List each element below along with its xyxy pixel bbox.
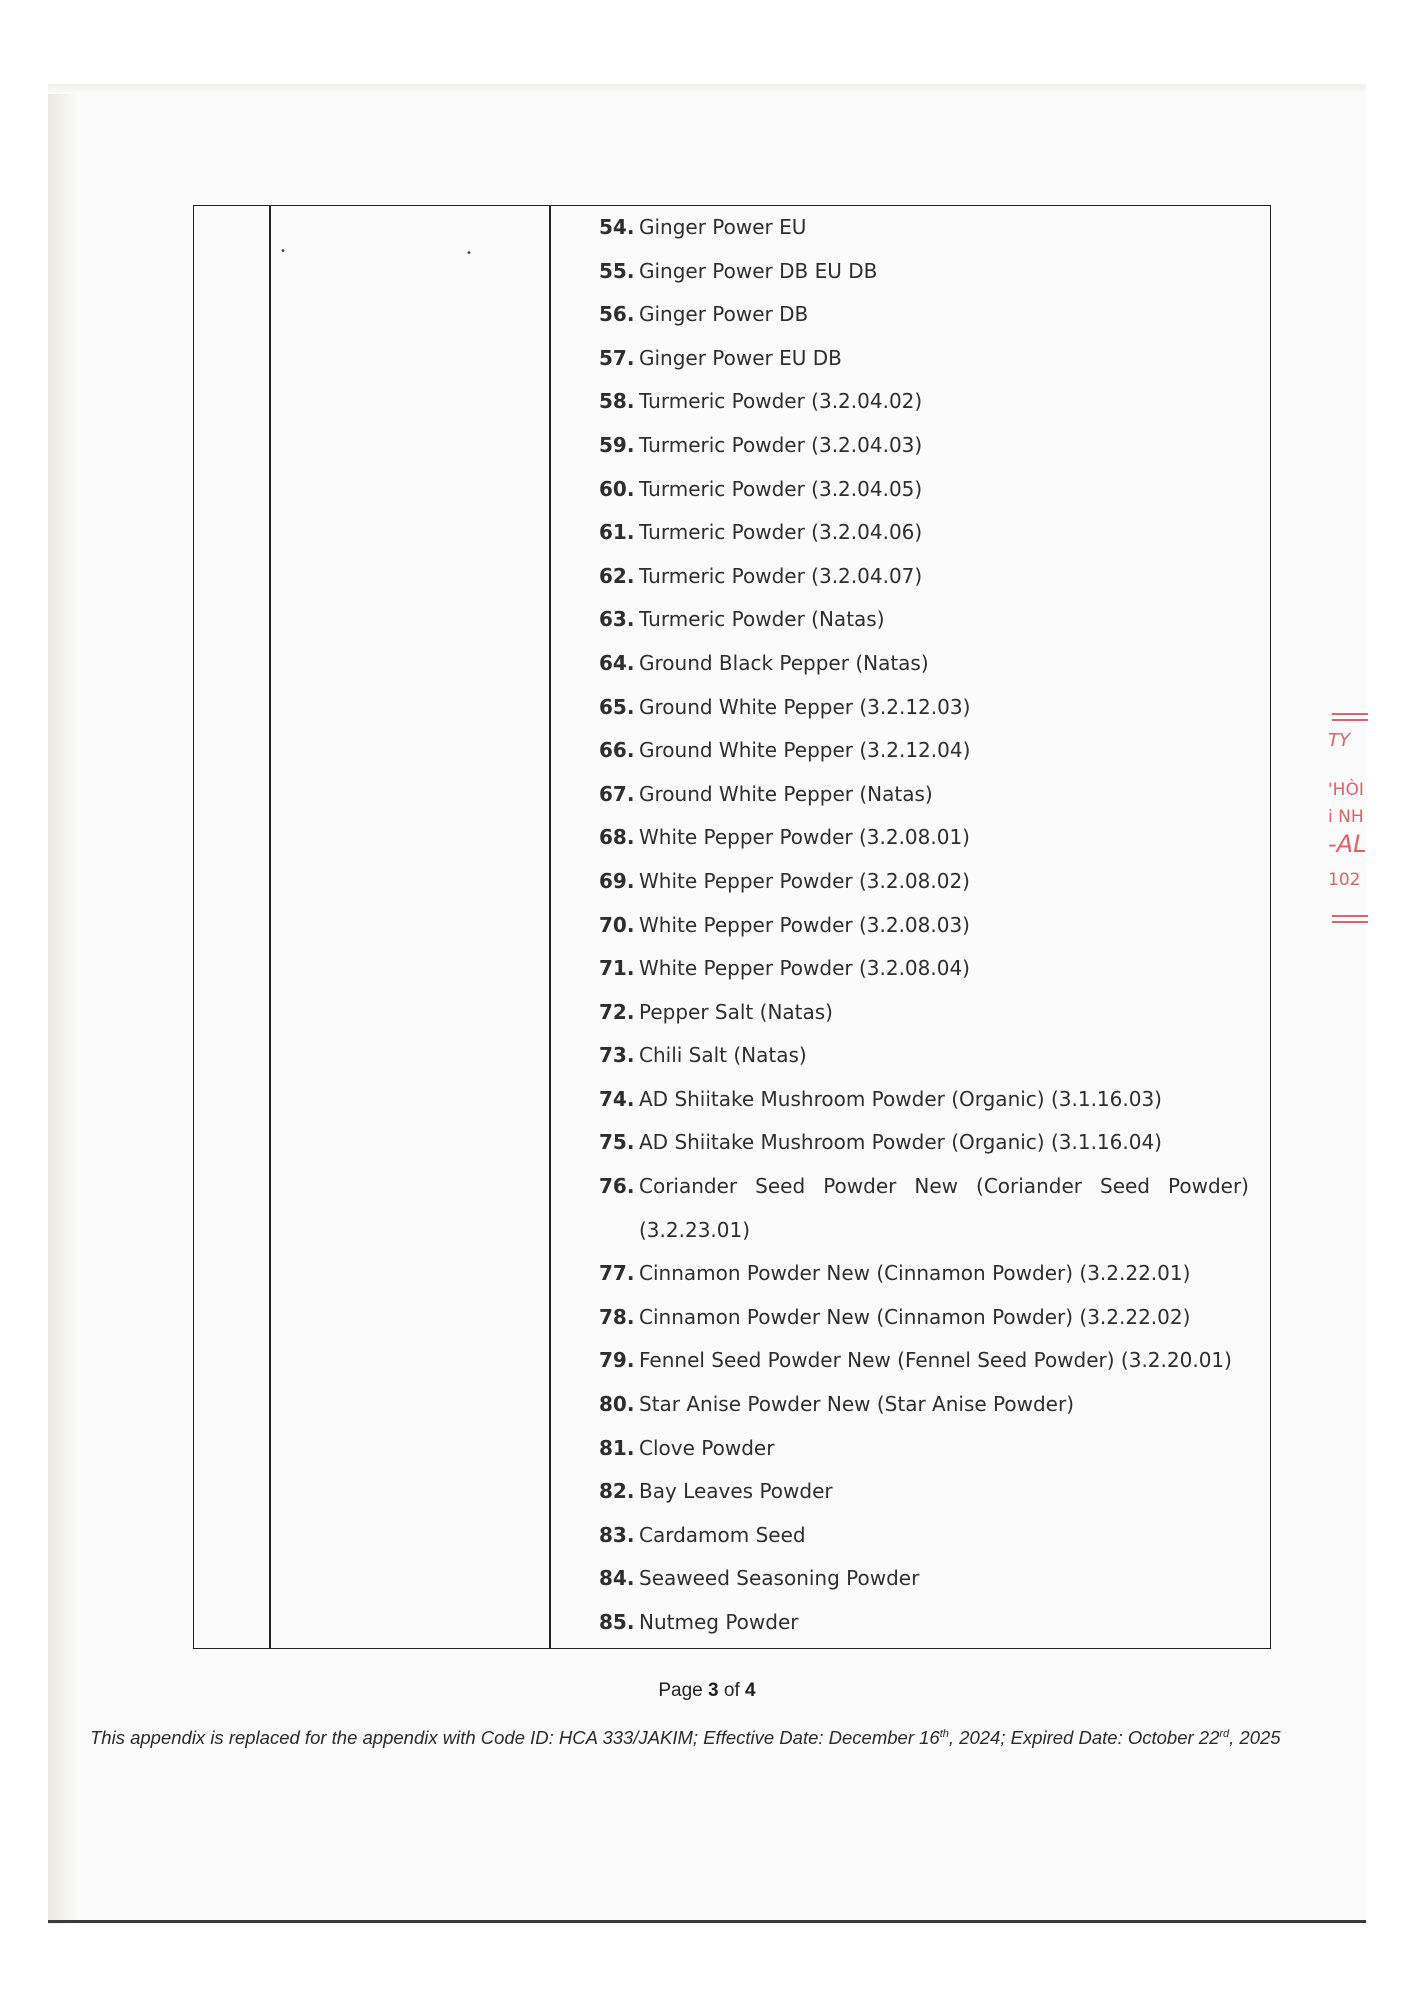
list-item — [599, 642, 1259, 686]
item-number: 73. — [599, 1043, 635, 1068]
column-divider-1 — [269, 206, 271, 1648]
list-item — [599, 904, 1259, 948]
item-text: AD Shiitake Mushroom Powder (Organic) (3.1.16.03) — [639, 1086, 1162, 1111]
list-item — [599, 1427, 1259, 1471]
item-text: Turmeric Powder (3.2.04.06) — [639, 520, 923, 545]
stamp-text: -AL — [1328, 830, 1367, 858]
list-item — [599, 1514, 1259, 1558]
list-item — [599, 511, 1259, 555]
item-text: Seaweed Seasoning Powder — [639, 1566, 920, 1591]
scan-speck: • — [280, 246, 286, 257]
item-number: 64. — [599, 650, 635, 675]
scan-speck: • — [466, 248, 472, 259]
item-number: 59. — [599, 432, 635, 457]
item-number: 58. — [599, 389, 635, 414]
item-text: Ginger Power DB — [639, 302, 809, 327]
list-item — [599, 337, 1259, 381]
item-text: White Pepper Powder (3.2.08.02) — [639, 868, 970, 893]
item-number: 54. — [599, 215, 635, 239]
list-item — [599, 686, 1259, 730]
list-item — [599, 1078, 1259, 1122]
item-number: 68. — [599, 825, 635, 850]
item-number: 79. — [599, 1348, 635, 1373]
list-item — [599, 729, 1259, 773]
item-number: 55. — [599, 258, 635, 283]
item-text: Turmeric Powder (Natas) — [639, 607, 885, 632]
item-number: 66. — [599, 738, 635, 763]
list-item — [599, 1383, 1259, 1427]
page-of-label: of — [723, 1680, 740, 1701]
list-item — [599, 380, 1259, 424]
item-number: 80. — [599, 1392, 635, 1417]
red-stamp-fragment — [1328, 705, 1368, 965]
appendix-note: This appendix is replaced for the appendix with Code ID: HCA 333/JAKIM; Effective Date: December 16th, 2024; Expired Date: October 22rd, 2025 — [90, 1727, 1281, 1748]
list-item — [599, 1252, 1259, 1296]
item-number: 83. — [599, 1522, 635, 1547]
item-number: 74. — [599, 1086, 635, 1111]
item-number: 72. — [599, 999, 635, 1024]
item-text: Turmeric Powder (3.2.04.03) — [639, 432, 923, 457]
list-item — [599, 1165, 1259, 1252]
item-text: Turmeric Powder (3.2.04.07) — [639, 563, 923, 588]
item-text: White Pepper Powder (3.2.08.03) — [639, 912, 970, 937]
stamp-rule — [1332, 719, 1368, 721]
list-item — [599, 947, 1259, 991]
list-item — [599, 206, 1259, 250]
item-number: 63. — [599, 607, 635, 632]
item-text: Ground White Pepper (Natas) — [639, 781, 933, 806]
list-item — [599, 1339, 1259, 1383]
item-text: Ground Black Pepper (Natas) — [639, 650, 929, 675]
item-text: Ginger Power EU DB — [639, 345, 842, 370]
item-number: 65. — [599, 694, 635, 719]
list-item — [599, 991, 1259, 1035]
list-item — [599, 1296, 1259, 1340]
list-item — [599, 1557, 1259, 1601]
list-item — [599, 816, 1259, 860]
stamp-text: i NH — [1328, 807, 1364, 827]
item-text: Bay Leaves Powder — [639, 1479, 833, 1504]
item-number: 81. — [599, 1435, 635, 1460]
item-number: 69. — [599, 868, 635, 893]
item-text: Fennel Seed Powder New (Fennel Seed Powder) (3.2.20.01) — [639, 1348, 1232, 1373]
item-number: 67. — [599, 781, 635, 806]
stamp-text: TY — [1328, 730, 1350, 751]
item-number: 61. — [599, 520, 635, 545]
stamp-text: 102 — [1328, 870, 1361, 890]
item-text: Cinnamon Powder New (Cinnamon Powder) (3.2.22.01) — [639, 1261, 1191, 1286]
list-item — [599, 424, 1259, 468]
item-text: AD Shiitake Mushroom Powder (Organic) (3.1.16.04) — [639, 1130, 1162, 1155]
item-number: 77. — [599, 1261, 635, 1286]
item-number: 62. — [599, 563, 635, 588]
product-table — [193, 205, 1271, 1649]
item-text: Cinnamon Powder New (Cinnamon Powder) (3.2.22.02) — [639, 1304, 1191, 1329]
list-item — [599, 1470, 1259, 1514]
stamp-rule — [1332, 915, 1368, 917]
item-text: Ground White Pepper (3.2.12.03) — [639, 694, 971, 719]
item-number: 56. — [599, 302, 635, 327]
item-number: 84. — [599, 1566, 635, 1591]
item-text: Turmeric Powder (3.2.04.02) — [639, 389, 923, 414]
list-item — [599, 1121, 1259, 1165]
item-text: Nutmeg Powder — [639, 1610, 799, 1634]
item-text: Ground White Pepper (3.2.12.04) — [639, 738, 971, 763]
list-item — [599, 293, 1259, 337]
list-item — [599, 1034, 1259, 1078]
page-number — [0, 1680, 1414, 1702]
list-item — [599, 555, 1259, 599]
column-divider-2 — [549, 206, 551, 1648]
list-item — [599, 860, 1259, 904]
item-number: 71. — [599, 956, 635, 981]
scan-edge-bottom — [48, 1920, 1366, 1923]
item-text: Ginger Power DB EU DB — [639, 258, 878, 283]
item-number: 70. — [599, 912, 635, 937]
stamp-rule — [1332, 713, 1368, 715]
item-number: 85. — [599, 1610, 635, 1634]
list-item — [599, 468, 1259, 512]
list-item — [599, 598, 1259, 642]
item-number: 78. — [599, 1304, 635, 1329]
item-text: White Pepper Powder (3.2.08.01) — [639, 825, 970, 850]
product-list — [599, 206, 1259, 1645]
item-number: 60. — [599, 476, 635, 501]
item-text: Coriander Seed Powder New (Coriander Seed Powder) (3.2.23.01) — [639, 1174, 1249, 1242]
scan-edge-left — [48, 86, 78, 1924]
item-number: 82. — [599, 1479, 635, 1504]
page-current: 3 — [708, 1680, 719, 1701]
item-text: Pepper Salt (Natas) — [639, 999, 833, 1024]
item-text: Cardamom Seed — [639, 1522, 806, 1547]
item-number: 75. — [599, 1130, 635, 1155]
item-text: Clove Powder — [639, 1435, 775, 1460]
list-item — [599, 1601, 1259, 1645]
item-text: Star Anise Powder New (Star Anise Powder) — [639, 1392, 1075, 1417]
item-text: Chili Salt (Natas) — [639, 1043, 807, 1068]
item-number: 76. — [599, 1174, 635, 1199]
item-text: Ginger Power EU — [639, 215, 807, 239]
stamp-rule — [1332, 921, 1368, 923]
item-text: White Pepper Powder (3.2.08.04) — [639, 956, 970, 981]
list-item — [599, 250, 1259, 294]
page-total: 4 — [745, 1680, 756, 1701]
page-label: Page — [658, 1680, 703, 1701]
item-number: 57. — [599, 345, 635, 370]
stamp-text: 'HÒI — [1328, 780, 1364, 800]
item-text: Turmeric Powder (3.2.04.05) — [639, 476, 923, 501]
list-item — [599, 773, 1259, 817]
